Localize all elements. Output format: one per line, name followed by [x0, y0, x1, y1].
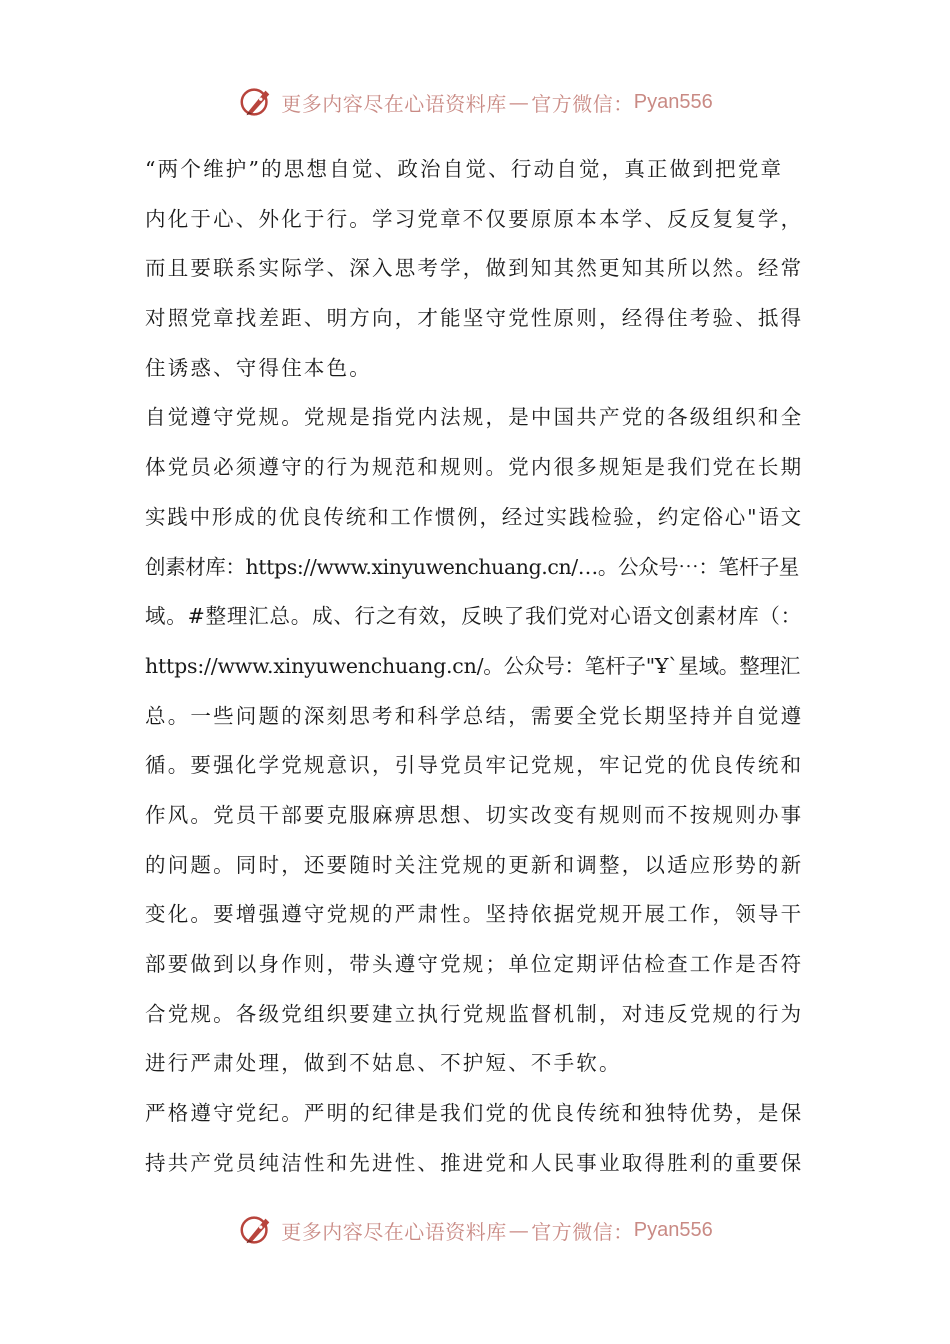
text-line: 自觉遵守党规。党规是指党内法规，是中国共产党的各级组织和全 [145, 405, 804, 430]
text-line: 严格遵守党纪。严明的纪律是我们党的优良传统和独特优势，是保 [145, 1101, 804, 1126]
text-line: 实践中形成的优良传统和工作惯例，经过实践检验，约定俗心"语文 [145, 504, 803, 529]
text-line: 持共产党员纯洁性和先进性、推进党和人民事业取得胜利的重要保 [145, 1150, 804, 1175]
footer-banner-title: 更多内容尽在心语资料库 [281, 1219, 507, 1244]
text-line: 部要做到以身作则，带头遵守党规；单位定期评估检查工作是否符 [145, 952, 804, 976]
header-banner-title: 更多内容尽在心语资料库 [281, 91, 507, 116]
header-banner [0, 80, 950, 124]
footer-banner-wechat-label: 官方微信： [531, 1219, 634, 1244]
text-line: 变化。要增强遵守党规的严肃性。坚持依据党规开展工作，领导干 [145, 902, 804, 927]
document-body [145, 145, 807, 1188]
text-line: 对照党章找差距、明方向，才能坚守党性原则，经得住考验、抵得 [145, 306, 804, 331]
text-line: 进行严肃处理，做到不姑息、不护短、不手软。 [145, 1051, 622, 1076]
text-line: 域。#整理汇总。成、行之有效，反映了我们党对心语文创素材库（： [145, 604, 802, 629]
pen-nib-logo-icon [237, 1211, 275, 1249]
header-banner-separator: — [508, 90, 530, 114]
text-line: 循。要强化学党规意识，引导党员牢记党规，牢记党的优良传统和 [145, 753, 804, 778]
text-line: 作风。党员干部要克服麻痹思想、切实改变有规则而不按规则办事 [145, 802, 804, 827]
footer-banner-wechat-id: Pyan556 [633, 1218, 713, 1241]
header-banner-wechat-id: Pyan556 [633, 90, 713, 113]
header-banner-wechat-label: 官方微信： [531, 91, 634, 116]
text-line: 总。一些问题的深刻思考和科学总结，需要全党长期坚持并自觉遵 [145, 703, 804, 728]
text-line: “两个维护”的思想自觉、政治自觉、行动自觉，真正做到把党章 [145, 157, 784, 181]
text-line: 合党规。各级党组织要建立执行党规监督机制，对违反党规的行为 [145, 1001, 804, 1026]
footer-banner [0, 1208, 950, 1252]
text-line: 的问题。同时，还要随时关注党规的更新和调整，以适应形势的新 [145, 852, 804, 877]
text-line: https://www.xinyuwenchuang.cn/。公众号：笔杆子"Ұ`星域。整理汇 [145, 653, 801, 678]
text-line: 内化于心、外化于行。学习党章不仅要原原本本学、反反复复学， [145, 206, 804, 231]
text-line: 而且要联系实际学、深入思考学，做到知其然更知其所以然。经常 [145, 256, 804, 281]
text-line: 创素材库：https://www.xinyuwenchuang.cn/…。公众号⋯：笔杆子星 [145, 554, 799, 579]
text-line: 体党员必须遵守的行为规范和规则。党内很多规矩是我们党在长期 [145, 455, 804, 480]
pen-nib-logo-icon [237, 83, 275, 121]
text-line: 住诱惑、守得住本色。 [145, 355, 372, 380]
footer-banner-separator: — [508, 1218, 530, 1242]
